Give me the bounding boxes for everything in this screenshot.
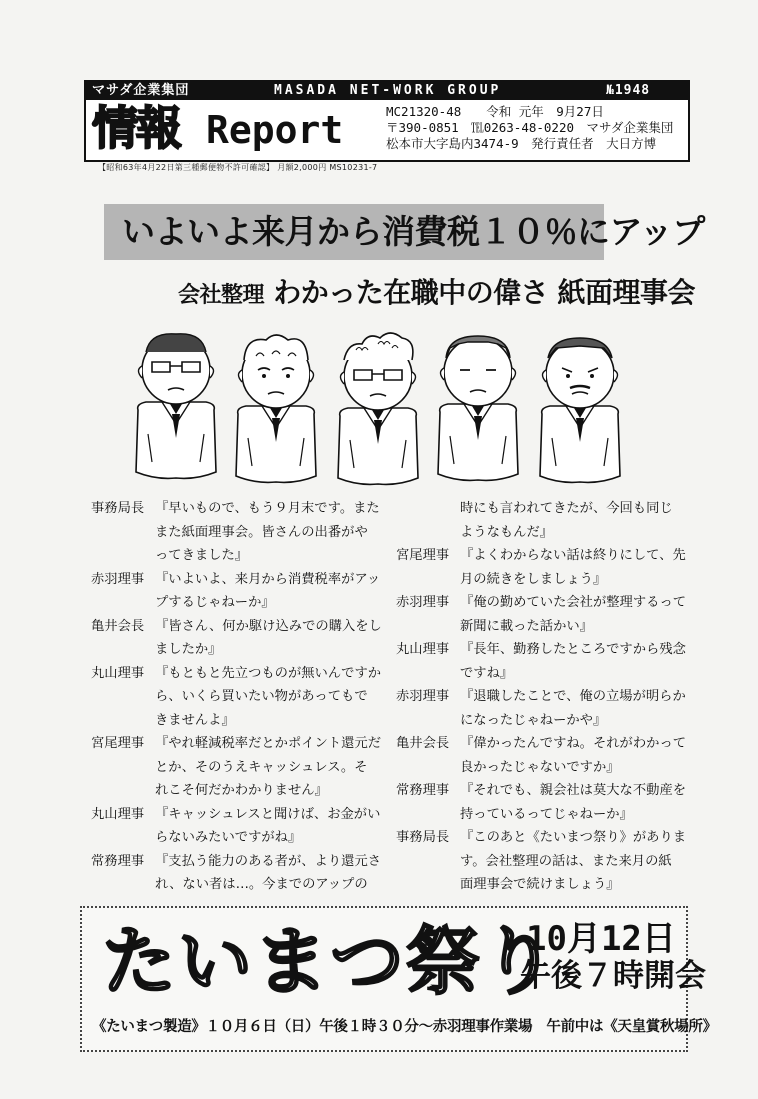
dialogue-line: ってきました』 [155,548,249,563]
logo-en: Report [206,108,344,152]
dialogue-line: 『いよいよ、来月から消費税率がアッ [155,571,381,587]
figure-1 [136,334,216,479]
headline: いよいよ来月から消費税１０％にアップ [122,212,705,251]
dialogue-line: とか、そのうえキャッシュレス。そ [155,759,368,775]
festival-notice [80,906,717,1052]
dialogue-line: きませんよ』 [155,712,235,728]
speaker-label: 事務局長 [91,501,145,516]
dialogue-line: 『よくわからない話は終りにして、先 [460,548,686,563]
dialogue-line: ら、いくら買いたい物があってもで [155,689,368,704]
dialogue-line: 『俺の勤めていた会社が整理するって [460,595,687,610]
dialogue-line: 『皆さん、何か駆け込みでの購入をし [155,618,382,634]
speaker-label: 常務理事 [91,853,145,869]
speaker-label: 亀井会長 [396,736,450,751]
dialogue-line: 『支払う能力のある者が、より還元さ [155,853,382,869]
speaker-label: 宮尾理事 [396,548,450,563]
dialogue-line: 『それでも、親会社は莫大な不動産を [460,783,687,798]
postal-note: 【昭和63年4月22日第三種郵便物不許可確認】 月額2,000円 MS10231-7 [98,163,378,172]
speaker-label: 事務局長 [396,830,450,845]
figure-2 [236,335,316,482]
speaker-label: 丸山理事 [91,665,145,681]
dialogue-line: 『このあと《たいまつ祭り》がありま [460,830,687,845]
dialogue-line: 『長年、勤務したところですから残念 [460,642,686,657]
group-name-jp: マサダ企業集団 [92,83,190,98]
dialogue-line: 『キャッシュレスと聞けば、お金がい [155,806,381,822]
info-line: 松本市大字島内3474-9 発行責任者 大日方博 [386,136,657,151]
subhead-title: わかった在職中の偉さ 紙面理事会 [273,276,696,309]
figure-5 [540,338,620,482]
dialogue-right [396,497,696,897]
dialogue-line: れ、ない者は…。今までのアップの [155,877,368,892]
speaker-label: 常務理事 [396,783,450,798]
logo-jp: 情報 [92,101,180,155]
info-line: MC21320-48 令和 元年 9月27日 [386,104,604,119]
subhead-tag: 会社整理 [178,283,265,308]
speaker-label: 亀井会長 [91,618,145,634]
dialogue-line: ましたか』 [155,642,222,657]
issue-number: №1948 [606,83,651,98]
dialogue-line: になったじゃねーかや』 [460,712,607,728]
dialogue-line: 新聞に載った話かい』 [460,618,593,634]
dialogue-line: プするじゃねーか』 [155,595,275,610]
speaker-label: 丸山理事 [91,806,145,822]
dialogue-line: ですね』 [460,665,514,681]
board-members-illustration [116,322,651,486]
dialogue-line: れこそ何だかわかりません』 [155,783,328,798]
dialogue-left [91,497,391,897]
dialogue-line: 『もともと先立つものが無いんですか [155,665,382,681]
subheadline [178,273,695,316]
dialogue-line: 『退職したことで、俺の立場が明らか [460,689,686,704]
dialogue-line: また紙面理事会。皆さんの出番がや [155,524,368,540]
festival-details: 《たいまつ製造》１０月６日（日）午後１時３０分～赤羽理事作業場 午前中は《天皇賞秋場所》 [92,1019,717,1035]
dialogue-line: 月の続きをしましょう』 [460,571,607,587]
dialogue-line: 時にも言われてきたが、今回も同じ [460,501,673,516]
dialogue-line: 『偉かったんですね。それがわかって [460,736,687,751]
info-line: 〒390-0851 ℡0263-48-0220 マサダ企業集団 [386,120,674,135]
speaker-label: 宮尾理事 [91,736,145,751]
speaker-label: 赤羽理事 [396,689,450,704]
masthead-bar [86,82,688,100]
festival-date: 10月12日 [526,919,676,959]
headline-band [104,204,705,260]
dialogue-line: す。会社整理の話は、また来月の紙 [460,853,672,869]
publication-info [386,104,684,152]
dialogue-line: 面理事会で続けましょう』 [460,877,620,892]
dialogue-line: ようなもんだ』 [460,524,554,540]
dialogue-line: 『早いもので、もう９月末です。また [155,501,380,516]
festival-time: 午後７時開会 [520,958,706,994]
group-name-en: MASADA NET-WORK GROUP [274,83,502,98]
speaker-label: 赤羽理事 [396,595,450,610]
festival-title: たいまつ祭り [102,919,558,1005]
speaker-label: 丸山理事 [396,642,450,657]
dialogue-line: らないみたいですがね』 [155,830,302,845]
speaker-label: 赤羽理事 [91,571,145,587]
dialogue-line: 『やれ軽減税率だとかポイント還元だ [155,736,382,751]
dialogue-line: 持っているってじゃねーか』 [460,806,633,822]
figure-3 [338,333,418,484]
masthead [84,80,690,162]
dialogue-line: 良かったじゃないですか』 [460,759,620,775]
figure-4 [438,336,518,480]
